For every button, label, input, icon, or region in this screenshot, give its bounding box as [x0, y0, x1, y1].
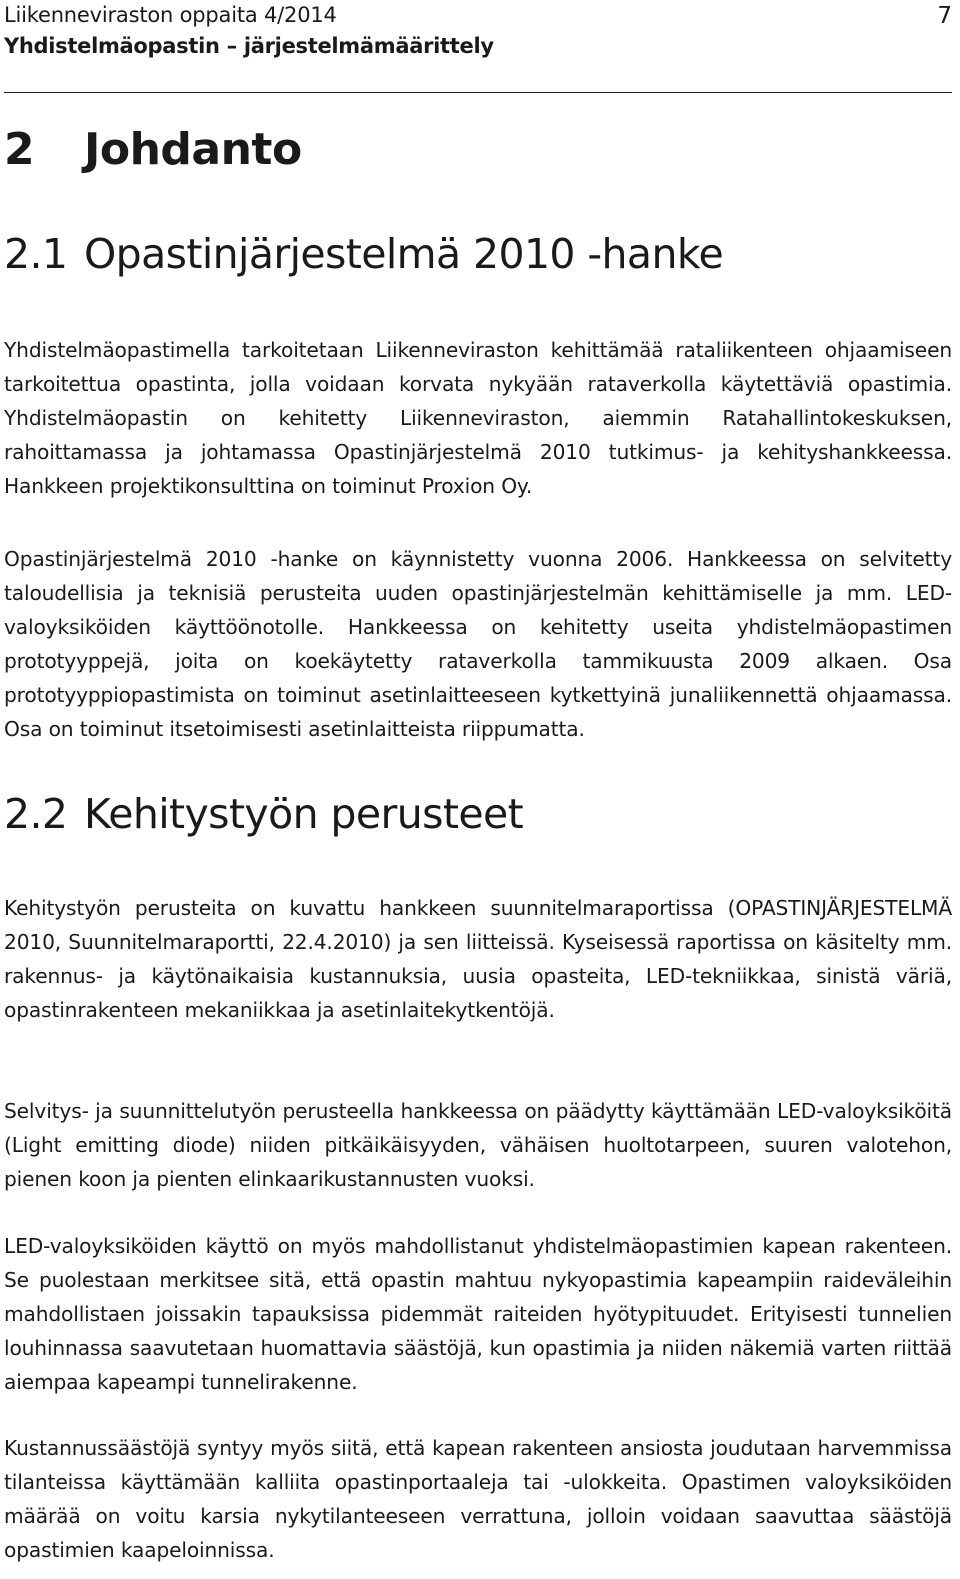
body-paragraph: Selvitys- ja suunnittelutyön perusteella hankkeessa on päädytty käyttämään LED-valoyksiköitä (Light emitting diode) niiden pitkäikäisyyden, vähäisen huoltotarpeen, suuren valotehon, pienen koon ja pienten elinkaarikustannusten vuoksi. — [4, 1099, 952, 1191]
body-paragraph: Yhdistelmäopastimella tarkoitetaan Liikenneviraston kehittämää rataliikenteen ohjaamiseen tarkoitettua opastinta, jolla voidaan korvata nykyään rataverkolla käytettäviä opastimia. Yhdistelmäopastin on kehitetty Liikenneviraston, aiemmin Ratahallintokeskuksen, rahoittamassa ja johtamassa Opastinjärjestelmä 2010 tutkimus- ja kehityshankkeessa. Hankkeen projektikonsulttina on toiminut Proxion Oy. — [4, 338, 952, 498]
body-paragraph: Kehitystyön perusteita on kuvattu hankkeen suunnitelmaraportissa (OPASTINJÄRJESTELMÄ 2010, Suunnitelmaraportti, 22.4.2010) ja sen liitteissä. Kyseisessä raportissa on käsitelty mm. rakennus- ja käytönaikaisia kustannuksia, uusia opasteita, LED-tekniikkaa, sinistä väriä, opastinrakenteen mekaniikkaa ja asetinlaitekytkentöjä. — [4, 896, 952, 1022]
section-title: Kehitystyön perusteet — [84, 790, 524, 838]
body-paragraph: Kustannussäästöjä syntyy myös siitä, että kapean rakenteen ansiosta joudutaan harvemmissa tilanteissa käyttämään kalliita opastinportaaleja tai -ulokkeita. Opastimen valoyksiköiden määrää on voitu karsia nykytilanteeseen verrattuna, jolloin voidaan saavuttaa säästöjä opastimien kaapeloinnissa. — [4, 1436, 952, 1562]
section-number: 2.1 — [4, 230, 68, 278]
document-page — [4, 0, 952, 1562]
chapter-number: 2 — [4, 124, 35, 175]
section-heading — [4, 790, 523, 838]
body-paragraph: Opastinjärjestelmä 2010 -hanke on käynnistetty vuonna 2006. Hankkeessa on selvitetty taloudellisia ja teknisiä perusteita uuden opastinjärjestelmän kehittämiselle ja mm. LED-valoyksiköiden käyttöönotolle. Hankkeessa on kehitetty useita yhdistelmäopastimen prototyyppejä, joita on koekäytetty rataverkolla tammikuusta 2009 alkaen. Osa prototyyppiopastimista on toiminut asetinlaitteeseen kytkettyinä junaliikennettä ohjaamassa. Osa on toiminut itsetoimisesti asetinlaitteista riippumatta. — [4, 547, 952, 741]
section-number: 2.2 — [4, 790, 68, 838]
body-paragraph: LED-valoyksiköiden käyttö on myös mahdollistanut yhdistelmäopastimien kapean rakenteen. Se puolestaan merkitsee sitä, että opastin mahtuu nykyopastimia kapeampiin raideväleihin mahdollistaen joissakin tapauksissa pidemmät raiteiden hyötypituudet. Erityisesti tunnelien louhinnassa saavutetaan huomattavia säästöjä, kun opastimia ja niiden näkemiä varten riittää aiempaa kapeampi tunnelirakenne. — [4, 1234, 952, 1394]
publication-series: Liikenneviraston oppaita 4/2014 — [4, 3, 337, 27]
document-title: Yhdistelmäopastin – järjestelmämäärittely — [4, 34, 494, 58]
chapter-title: Johdanto — [84, 124, 302, 175]
page-header — [4, 0, 952, 93]
section-heading — [4, 230, 723, 278]
page-number: 7 — [937, 3, 952, 29]
section-title: Opastinjärjestelmä 2010 -hanke — [84, 230, 724, 278]
chapter-heading — [4, 124, 302, 175]
